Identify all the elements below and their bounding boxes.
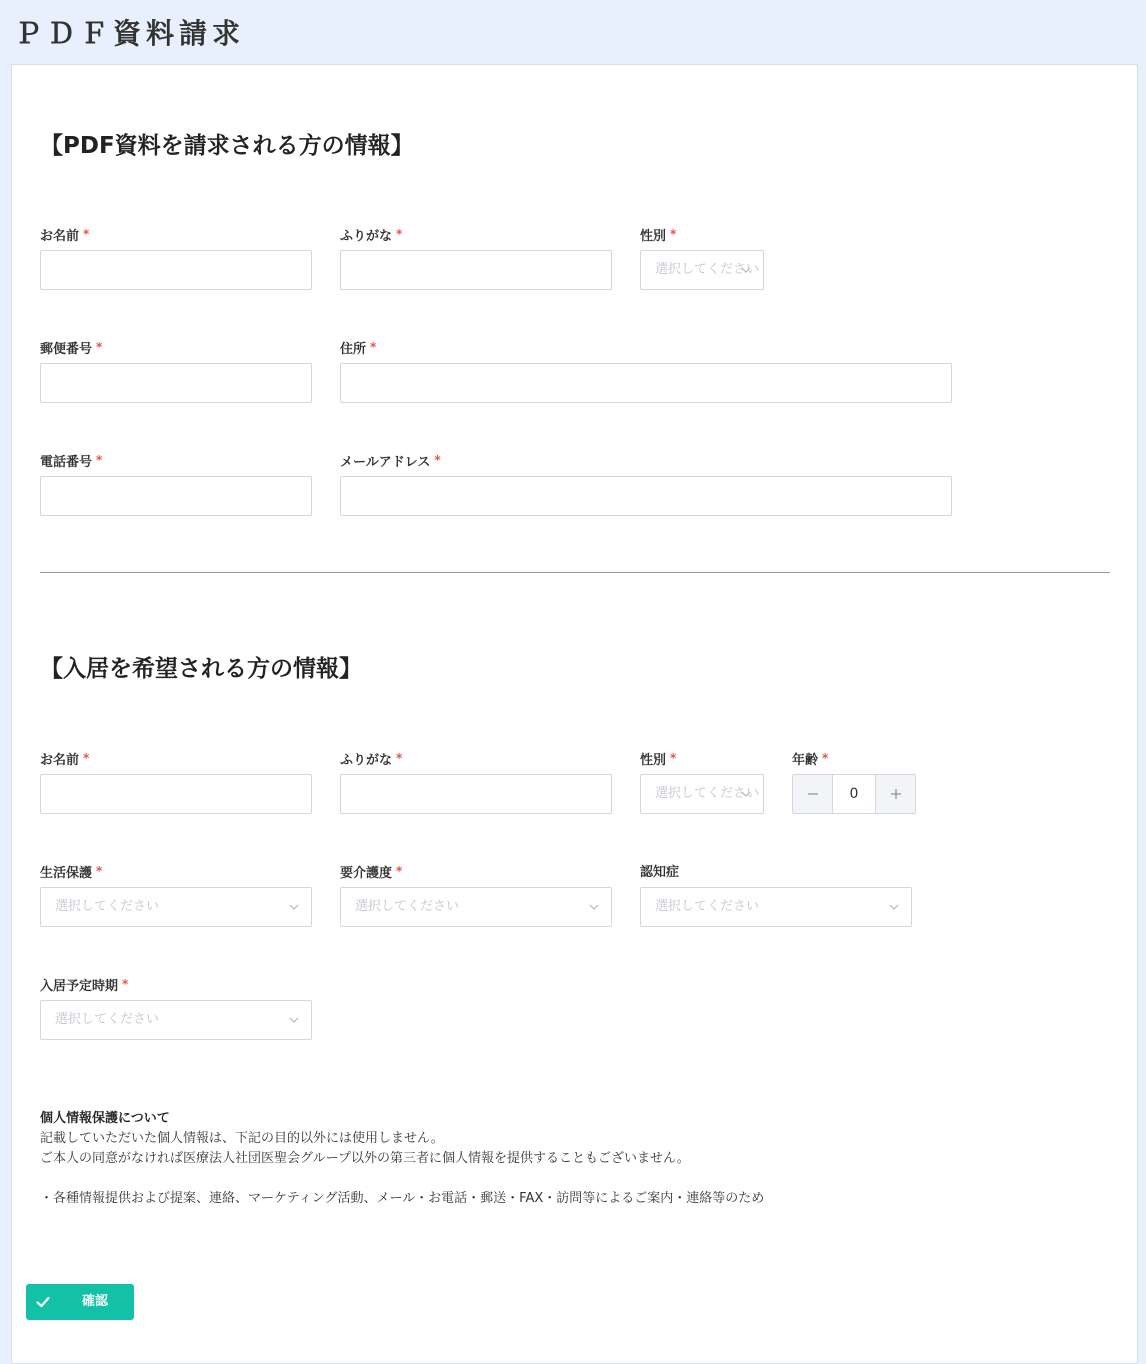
resident-age-label: 年齢 *	[792, 751, 829, 768]
resident-care-label: 要介護度 *	[340, 864, 403, 881]
resident-gender-select[interactable]	[640, 774, 764, 814]
requester-furigana-label: ふりがな *	[340, 227, 403, 244]
required-mark: *	[396, 751, 403, 765]
requester-postal-field	[40, 340, 312, 403]
chevron-down-icon	[741, 787, 751, 801]
select-placeholder: 選択してください	[655, 786, 760, 801]
select-placeholder: 選択してください	[655, 899, 760, 914]
privacy-title: 個人情報保護について	[40, 1111, 170, 1126]
requester-email-label: メールアドレス *	[340, 453, 441, 470]
page-title: ＰＤＦ資料請求	[14, 17, 246, 50]
requester-phone-input[interactable]	[40, 476, 312, 516]
resident-furigana-input[interactable]	[340, 774, 612, 814]
section-divider	[40, 572, 1110, 573]
age-increment-button[interactable]	[875, 775, 915, 813]
requester-name-input[interactable]	[40, 250, 312, 290]
requester-furigana-field	[340, 227, 612, 290]
required-mark: *	[670, 751, 677, 765]
minus-icon	[807, 788, 819, 800]
privacy-line: ・各種情報提供および提案、連絡、マーケティング活動、メール・お電話・郵送・FAX・訪問等によるご案内・連絡等のため	[40, 1191, 765, 1206]
requester-address-label: 住所 *	[340, 340, 377, 357]
resident-care-field	[340, 864, 612, 927]
requester-section-heading: 【PDF資料を請求される方の情報】	[40, 133, 414, 159]
requester-gender-label: 性別 *	[640, 227, 677, 244]
resident-welfare-label: 生活保護 *	[40, 864, 103, 881]
resident-dementia-label: 認知症	[640, 865, 680, 880]
form-card	[11, 64, 1138, 1364]
chevron-down-icon	[741, 263, 751, 277]
privacy-line: 記載していただいた個人情報は、下記の目的以外には使用しません。	[40, 1131, 444, 1146]
requester-postal-input[interactable]	[40, 363, 312, 403]
requester-address-field	[340, 340, 952, 403]
requester-gender-field	[640, 227, 764, 290]
required-mark: *	[822, 751, 829, 765]
resident-move-in-label: 入居予定時期 *	[40, 977, 129, 994]
required-mark: *	[396, 864, 403, 878]
chevron-down-icon	[589, 900, 599, 914]
requester-address-input[interactable]	[340, 363, 952, 403]
select-placeholder: 選択してください	[55, 899, 160, 914]
resident-welfare-field	[40, 864, 312, 927]
resident-name-input[interactable]	[40, 774, 312, 814]
privacy-line: ご本人の同意がなければ医療法人社団医聖会グループ以外の第三者に個人情報を提供することもございません。	[40, 1151, 690, 1166]
resident-care-select[interactable]	[340, 887, 612, 927]
check-icon	[36, 1295, 50, 1309]
required-mark: *	[96, 453, 103, 467]
privacy-gap	[40, 1169, 1120, 1189]
required-mark: *	[96, 864, 103, 878]
age-stepper	[792, 774, 916, 814]
requester-furigana-input[interactable]	[340, 250, 612, 290]
requester-phone-label: 電話番号 *	[40, 453, 103, 470]
required-mark: *	[83, 751, 90, 765]
requester-email-input[interactable]	[340, 476, 952, 516]
requester-name-label: お名前 *	[40, 227, 90, 244]
required-mark: *	[83, 227, 90, 241]
chevron-down-icon	[889, 900, 899, 914]
requester-phone-field	[40, 453, 312, 516]
plus-icon	[890, 788, 902, 800]
age-input[interactable]	[833, 775, 875, 813]
resident-name-label: お名前 *	[40, 751, 90, 768]
chevron-down-icon	[289, 1013, 299, 1027]
select-placeholder: 選択してください	[655, 262, 760, 277]
privacy-notice	[40, 1109, 1120, 1209]
resident-section-heading: 【入居を希望される方の情報】	[40, 656, 362, 682]
resident-gender-field	[640, 751, 764, 814]
required-mark: *	[396, 227, 403, 241]
resident-dementia-select[interactable]	[640, 887, 912, 927]
select-placeholder: 選択してください	[355, 899, 460, 914]
chevron-down-icon	[289, 900, 299, 914]
resident-age-field	[792, 751, 916, 814]
resident-name-field	[40, 751, 312, 814]
requester-postal-label: 郵便番号 *	[40, 340, 103, 357]
confirm-button-label: 確認	[82, 1294, 109, 1309]
required-mark: *	[122, 977, 129, 991]
requester-name-field	[40, 227, 312, 290]
confirm-button[interactable]	[26, 1284, 134, 1320]
required-mark: *	[96, 340, 103, 354]
resident-move-in-field	[40, 977, 312, 1040]
required-mark: *	[370, 340, 377, 354]
requester-email-field	[340, 453, 952, 516]
required-mark: *	[434, 453, 441, 467]
resident-welfare-select[interactable]	[40, 887, 312, 927]
resident-move-in-select[interactable]	[40, 1000, 312, 1040]
required-mark: *	[670, 227, 677, 241]
resident-gender-label: 性別 *	[640, 751, 677, 768]
age-decrement-button[interactable]	[793, 775, 833, 813]
resident-dementia-field	[640, 864, 912, 927]
select-placeholder: 選択してください	[55, 1012, 160, 1027]
resident-furigana-field	[340, 751, 612, 814]
requester-gender-select[interactable]	[640, 250, 764, 290]
resident-furigana-label: ふりがな *	[340, 751, 403, 768]
